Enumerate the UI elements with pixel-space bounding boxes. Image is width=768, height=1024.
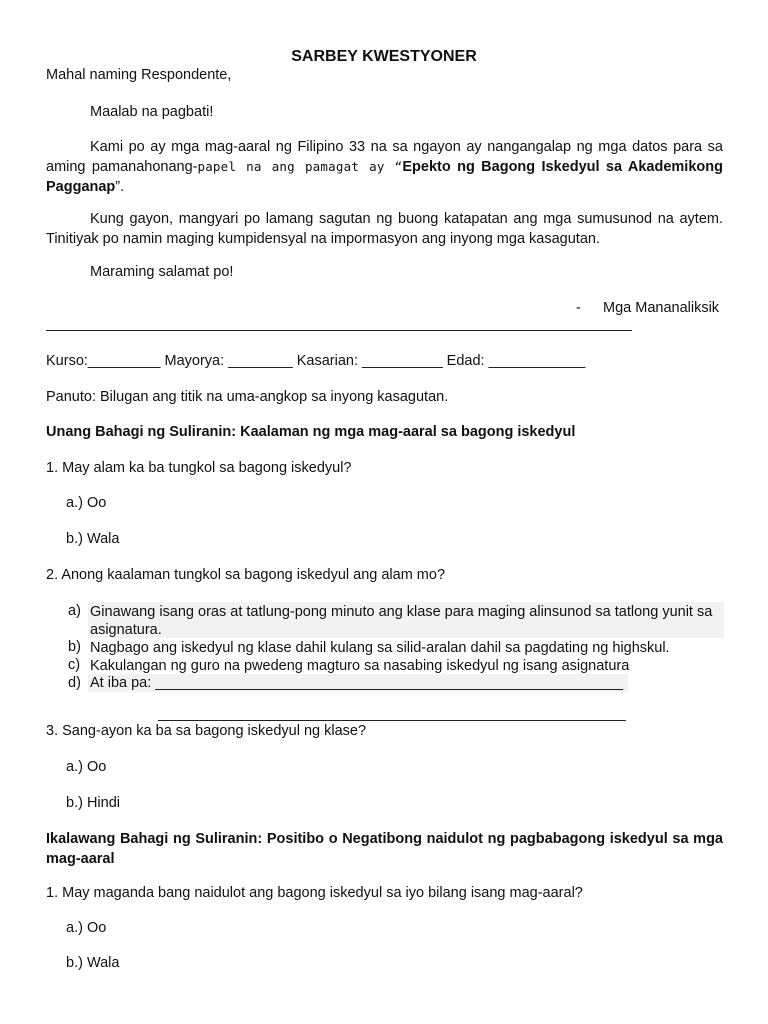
confidentiality-paragraph: Kung gayon, mangyari po lamang sagutan ng buong katapatan ang mga sumusunod na aytem. Tinitiyak po namin maging kumpidensyal na impormasyon ang inyong mga kasagutan. xyxy=(46,211,723,247)
part1-heading: Unang Bahagi ng Suliranin: Kaalaman ng mga mag-aaral sa bagong iskedyul xyxy=(46,424,576,440)
part1-q1-option-b[interactable]: b.) Wala xyxy=(66,531,120,547)
research-title-end: Pagganap xyxy=(46,179,116,195)
signature-dash: - xyxy=(576,300,581,316)
document-title: SARBEY KWESTYONER xyxy=(291,48,477,65)
option-d-extra-line[interactable]: __________________________________________________________ xyxy=(158,706,626,722)
research-title: Epekto ng Bagong Iskedyul sa Akademikong xyxy=(402,159,723,175)
part1-q2-option-c-label[interactable]: c) xyxy=(68,657,81,673)
part1-q2-option-b-label[interactable]: b) xyxy=(68,639,81,655)
part1-q3-option-b[interactable]: b.) Hindi xyxy=(66,795,120,811)
part2-heading: Ikalawang Bahagi ng Suliranin: Positibo o Negatibong naidulot ng pagbabagong iskedyul sa mga mag-aaral xyxy=(46,831,723,867)
intro-closing: ”. xyxy=(115,179,125,195)
greeting: Maalab na pagbati! xyxy=(90,104,214,120)
part1-question-1: 1. May alam ka ba tungkol sa bagong iskedyul? xyxy=(46,460,352,476)
part1-q2-option-c-text: Kakulangan ng guro na pwedeng magturo sa nasabing iskedyul ng isang asignatura xyxy=(90,658,630,674)
part1-question-3: 3. Sang-ayon ka ba sa bagong iskedyul ng klase? xyxy=(46,723,367,739)
respondent-fields[interactable]: Kurso:_________ Mayorya: ________ Kasarian: __________ Edad: ____________ xyxy=(46,353,586,369)
intro-line-3 xyxy=(46,177,723,197)
intro-paragraph xyxy=(46,137,723,197)
intro-line-2 xyxy=(46,157,723,177)
divider-line xyxy=(46,330,632,331)
salutation: Mahal naming Respondente, xyxy=(46,67,232,83)
part1-q1-option-a[interactable]: a.) Oo xyxy=(66,495,107,511)
intro-line-1: Kami po ay mga mag-aaral ng Filipino 33 na sa ngayon ay nangangalap ng mga datos para sa xyxy=(90,139,723,155)
part1-question-2: 2. Anong kaalaman tungkol sa bagong iskedyul ang alam mo? xyxy=(46,567,446,583)
part2-question-1: 1. May maganda bang naidulot ang bagong iskedyul sa iyo bilang isang mag-aaral? xyxy=(46,885,583,901)
part2-q1-option-b[interactable]: b.) Wala xyxy=(66,955,120,971)
part1-q2-option-a-label[interactable]: a) xyxy=(68,603,81,619)
part1-q2-option-b-text: Nagbago ang iskedyul ng klase dahil kulang sa silid-aralan dahil sa pagdating ng highskul. xyxy=(90,640,670,656)
part1-q3-option-a[interactable]: a.) Oo xyxy=(66,759,107,775)
thanks-line: Maraming salamat po! xyxy=(90,264,234,280)
intro-line-2a: aming pamanahonang- xyxy=(46,159,198,175)
intro-line-2b: papel na ang pamagat ay “ xyxy=(197,159,403,174)
part1-q2-option-d-text[interactable]: At iba pa: __________________________________________________________ xyxy=(90,675,624,691)
instructions: Panuto: Bilugan ang titik na uma-angkop sa inyong kasagutan. xyxy=(46,389,449,405)
part2-q1-option-a[interactable]: a.) Oo xyxy=(66,920,107,936)
part1-q2-option-d-label[interactable]: d) xyxy=(68,675,81,691)
signature: Mga Mananaliksik xyxy=(603,300,720,316)
part1-q2-option-a-text: Ginawang isang oras at tatlung-pong minuto ang klase para maging alinsunod sa tatlong yunit sa asignatura. xyxy=(90,604,713,638)
